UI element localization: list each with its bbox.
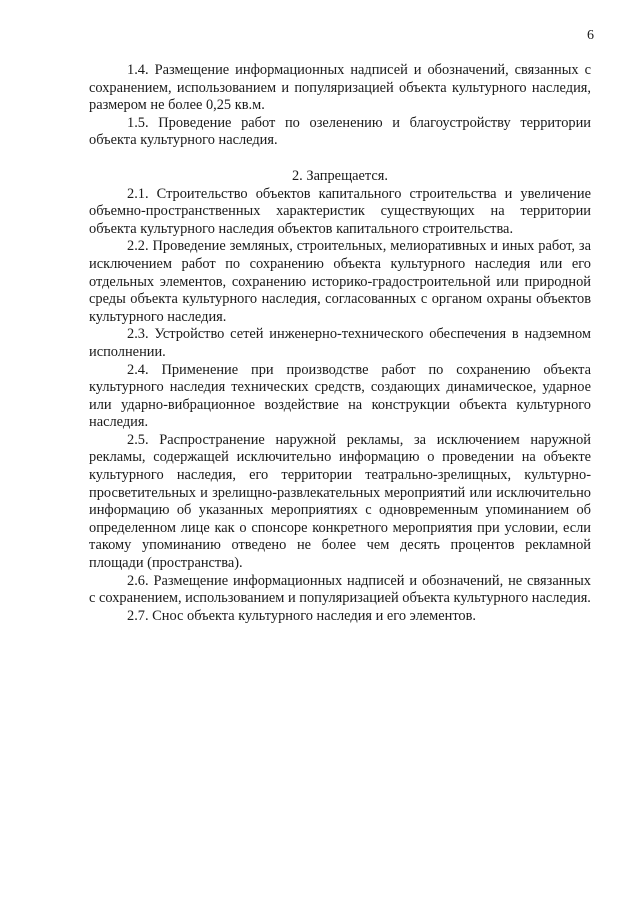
item-2-4: 2.4. Применение при производстве работ по сохранению объекта культурного наследия технических средств, создающих динамическое, ударное или ударно-вибрационное воздействие на конструкции объекта культурного наследия. [89,361,591,431]
page-number: 6 [587,28,594,43]
item-2-5: 2.5. Распространение наружной рекламы, за исключением наружной рекламы, содержащей исключительно информацию о проведении на объекте культурного наследия, его территории театрально-зрелищных, культурно-просветительных и зрелищно-развлекательных мероприятий или исключительно информацию об указанных мероприятиях с одновременным упоминанием об определенном лице как о спонсоре конкретного мероприятия при условии, если такому упоминанию отведено не более чем десять процентов рекламной площади (пространства). [89,431,591,572]
section-2-heading: 2. Запрещается. [291,167,388,184]
item-2-3: 2.3. Устройство сетей инженерно-технического обеспечения в надземном исполнении. [89,326,591,360]
item-2-2: 2.2. Проведение земляных, строительных, мелиоративных и иных работ, за исключением работ по сохранению объекта культурного наследия или его отдельных элементов, сохранению историко-градостроительной или природной среды объекта культурного наследия, согласованных с органом охраны объектов культурного наследия. [89,238,591,325]
item-2-7: 2.7. Снос объекта культурного наследия и его элементов. [127,607,477,624]
item-1-4: 1.4. Размещение информационных надписей и обозначений, связанных с сохранением, использованием и популяризацией объекта культурного наследия, размером не более 0,25 кв.м. [89,62,591,114]
item-2-6: 2.6. Размещение информационных надписей и обозначений, не связанных с сохранением, использованием и популяризацией объекта культурного наследия. [89,572,591,607]
item-2-1: 2.1. Строительство объектов капитального строительства и увеличение объемно-пространственных характеристик существующих на территории объекта культурного наследия объектов капитального строительства. [89,185,591,237]
item-1-5: 1.5. Проведение работ по озеленению и благоустройству территории объекта культурного наследия. [89,114,591,149]
document-body [89,62,591,625]
